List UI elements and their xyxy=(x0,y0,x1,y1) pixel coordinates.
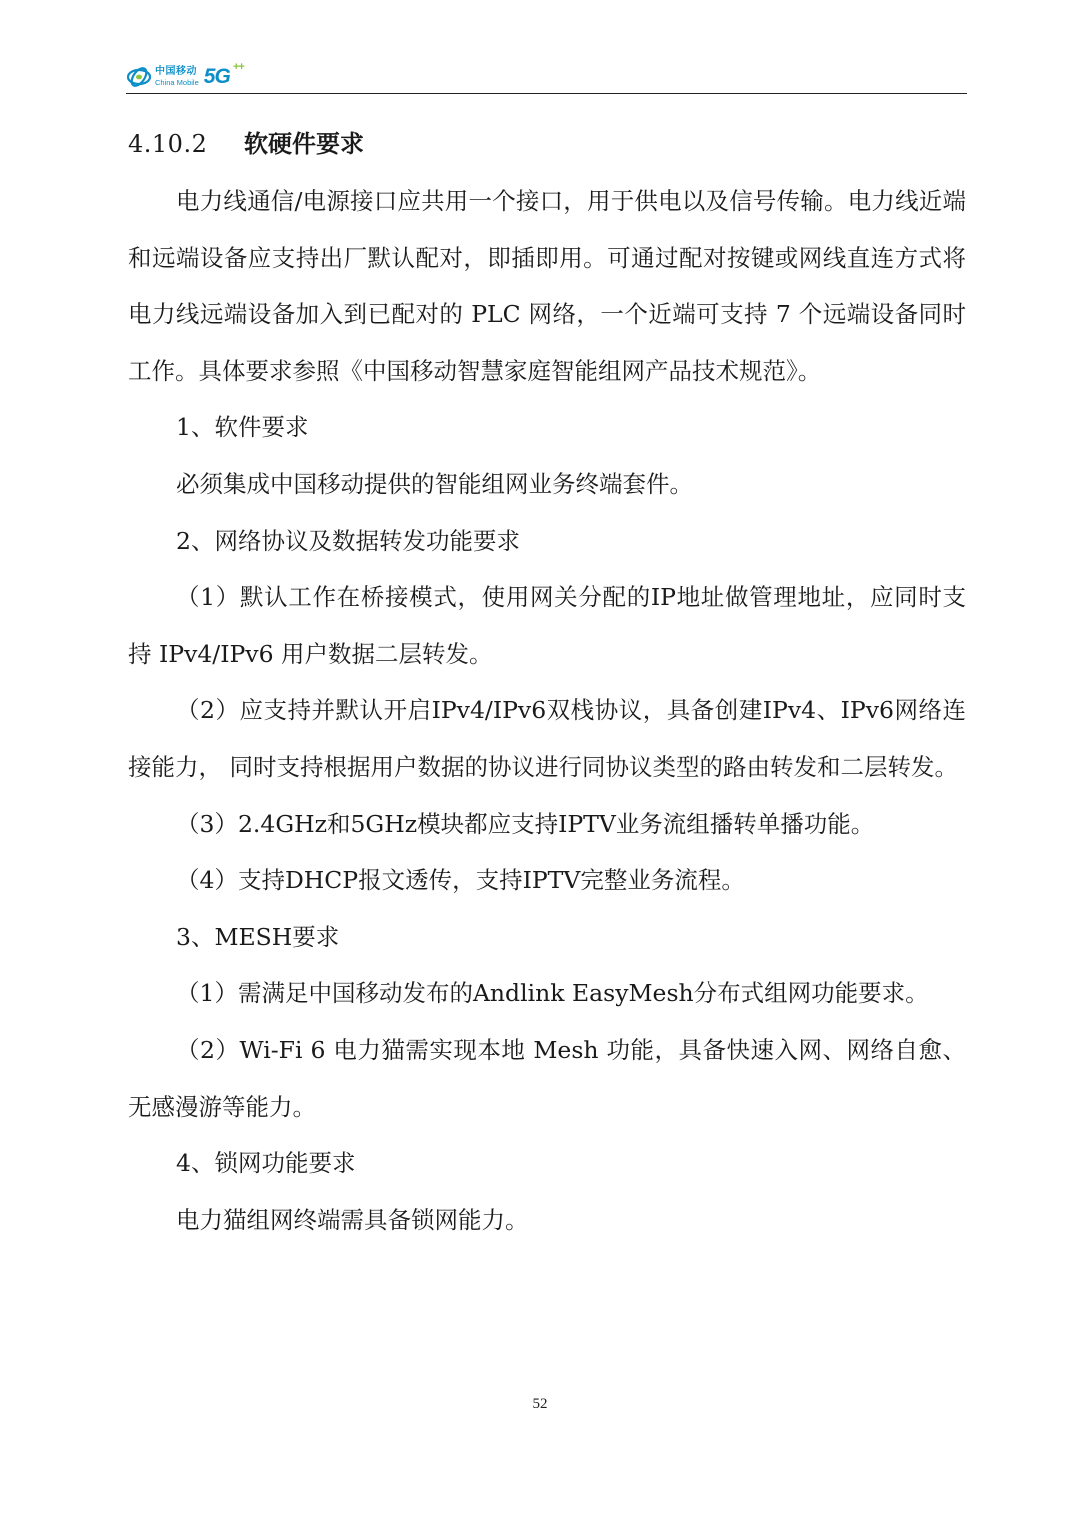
mesh-item-1: （1）需满足中国移动发布的Andlink EasyMesh分布式组网功能要求。 xyxy=(176,979,929,1008)
mesh-item-2: （2）Wi-Fi 6 电力猫需实现本地 Mesh 功能，具备快速入网、网络自愈、无感漫游等能力。 xyxy=(128,1035,966,1121)
section-title: 软硬件要求 xyxy=(244,130,364,158)
protocol-item-3: （3）2.4GHz和5GHz模块都应支持IPTV业务流组播转单播功能。 xyxy=(176,809,875,838)
intro-paragraph: 电力线通信/电源接口应共用一个接口，用于供电以及信号传输。电力线近端和远端设备应支持出厂默认配对，即插即用。可通过配对按键或网线直连方式将电力线远端设备加入到已配对的 PLC 网络，一个近端可支持 7 个远端设备同时工作。具体要求参照《中国移动智慧家庭智能组网产品技术规范》。 xyxy=(128,187,966,385)
paragraph-software: 必须集成中国移动提供的智能组网业务终端套件。 xyxy=(176,469,693,498)
logo-chinese-text: 中国移动 xyxy=(155,66,197,78)
protocol-item-2: （2）应支持并默认开启IPv4/IPv6双栈协议，具备创建IPv4、IPv6网络连接能力， 同时支持根据用户数据的协议进行同协议类型的路由转发和二层转发。 xyxy=(128,696,966,781)
paragraph-lock: 电力猫组网终端需具备锁网能力。 xyxy=(176,1205,529,1234)
subheading-lock: 4、锁网功能要求 xyxy=(176,1149,356,1178)
subheading-software: 1、软件要求 xyxy=(176,413,309,442)
china-mobile-logo-icon xyxy=(126,64,152,90)
logo-plus-mark: ++ xyxy=(232,61,244,73)
section-heading xyxy=(128,115,966,173)
logo-5g-mark: 5G ++ xyxy=(203,61,244,88)
document-body xyxy=(128,115,966,1248)
subheading-mesh: 3、MESH要求 xyxy=(176,922,340,951)
subheading-protocol: 2、网络协议及数据转发功能要求 xyxy=(176,526,520,555)
header-divider xyxy=(126,93,967,94)
page-number: 52 xyxy=(532,1396,548,1412)
china-mobile-logo xyxy=(126,61,244,92)
page-header xyxy=(126,60,966,94)
section-number: 4.10.2 xyxy=(128,130,208,158)
protocol-item-1: （1）默认工作在桥接模式，使用网关分配的IP地址做管理地址，应同时支持 IPv4/IPv6 用户数据二层转发。 xyxy=(128,583,966,668)
protocol-item-4: （4）支持DHCP报文透传，支持IPTV完整业务流程。 xyxy=(176,866,745,895)
logo-english-text: China Mobile xyxy=(155,78,199,88)
